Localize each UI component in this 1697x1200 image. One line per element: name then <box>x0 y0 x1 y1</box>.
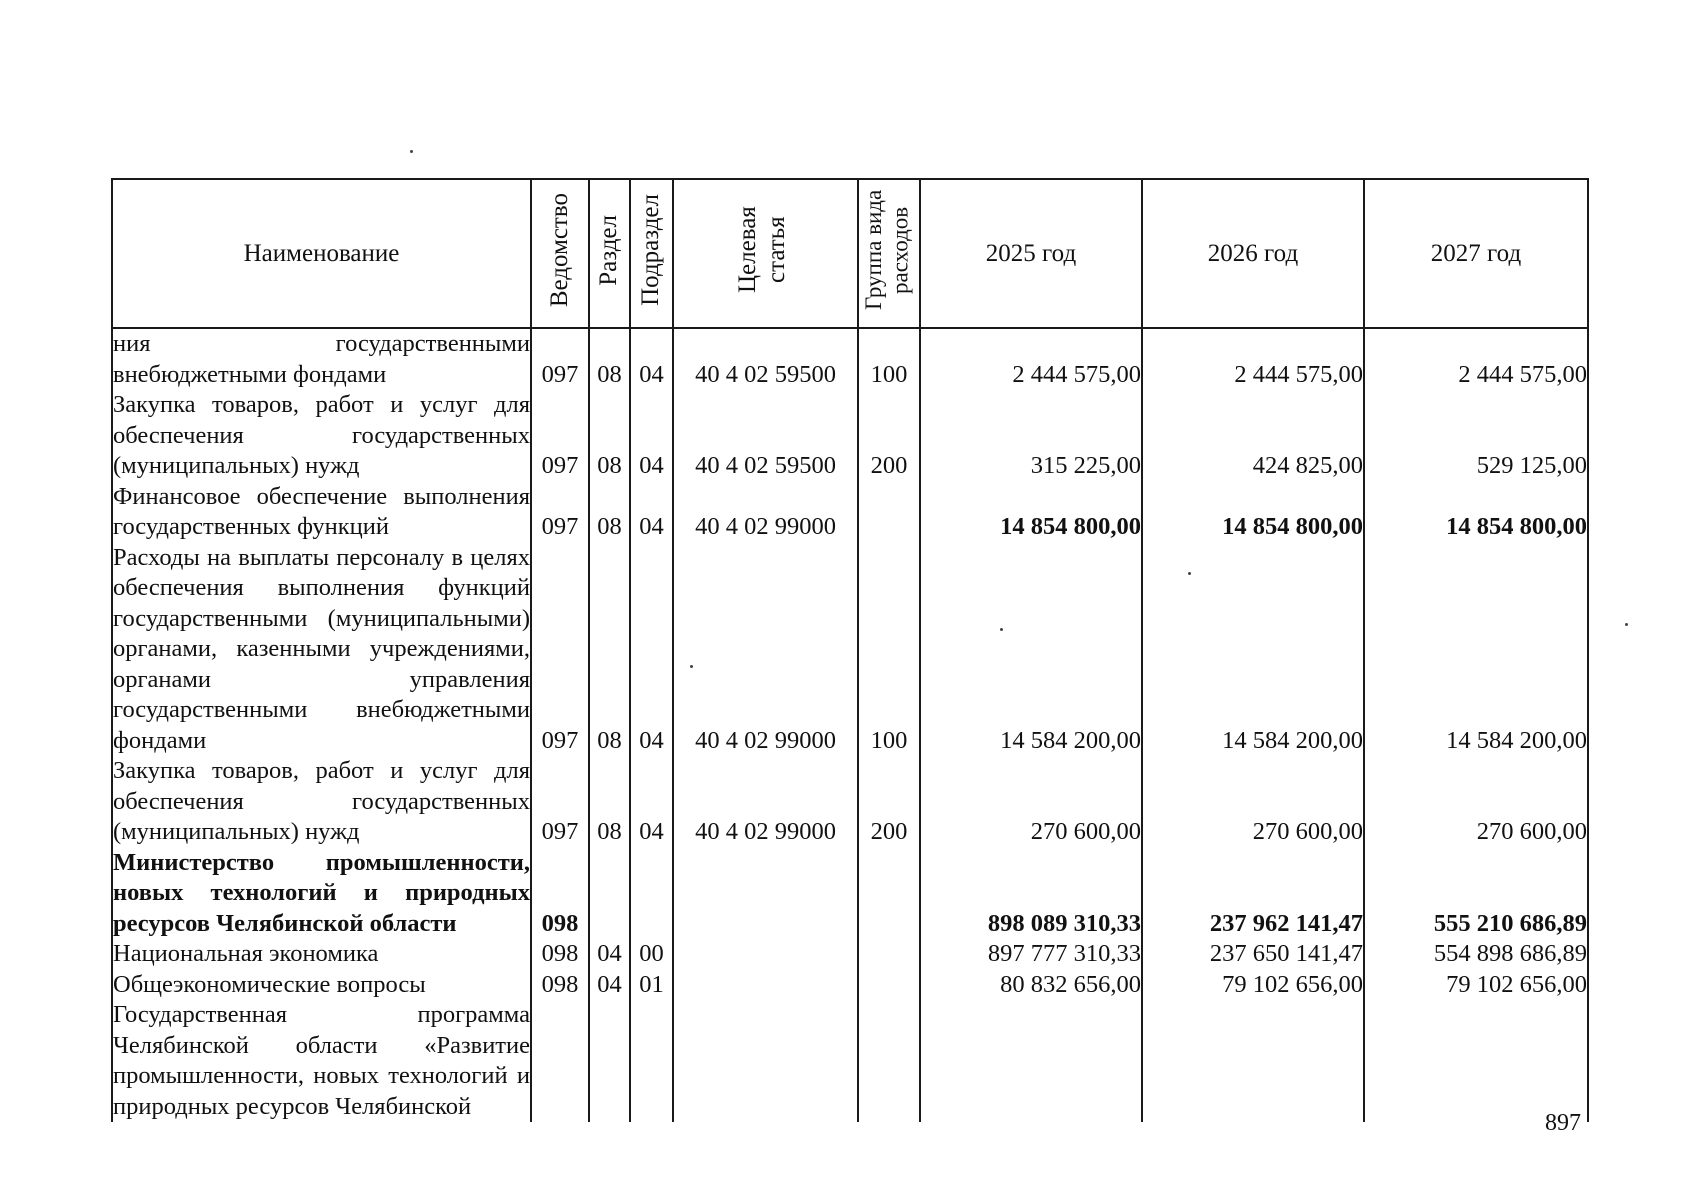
row-2026: 237 650 141,47 <box>1142 939 1364 970</box>
row-group <box>858 939 920 970</box>
row-2025: 898 089 310,33 <box>920 848 1142 940</box>
table-row <box>112 1000 1588 1122</box>
row-subsection: 01 <box>630 970 673 1001</box>
row-target: 40 4 02 59500 <box>673 390 858 482</box>
row-name: Расходы на выплаты персоналу в целях обеспечения выполнения функций государственными (муниципальными) органами, казенными учреждениями, органами управления государственными внебюджетными фондами <box>112 543 531 757</box>
header-target-article: Целевая статья <box>733 206 790 294</box>
row-group: 100 <box>858 328 920 390</box>
row-subsection <box>630 1000 673 1122</box>
header-2026: 2026 год <box>1142 179 1364 328</box>
row-2027: 2 444 575,00 <box>1364 328 1588 390</box>
row-2025: 270 600,00 <box>920 756 1142 848</box>
row-section <box>589 848 630 940</box>
scan-speck <box>1625 623 1628 626</box>
header-department: Ведомство <box>545 192 573 308</box>
row-department: 098 <box>531 970 589 1001</box>
row-department: 097 <box>531 482 589 543</box>
row-name: Общеэкономические вопросы <box>112 970 531 1001</box>
row-subsection: 04 <box>630 756 673 848</box>
budget-table <box>111 178 1589 1122</box>
row-subsection: 04 <box>630 390 673 482</box>
row-name: Финансовое обеспечение выполнения государственных функций <box>112 482 531 543</box>
table-row <box>112 756 1588 848</box>
row-name: Национальная экономика <box>112 939 531 970</box>
row-section: 04 <box>589 970 630 1001</box>
row-section: 08 <box>589 482 630 543</box>
row-subsection: 04 <box>630 482 673 543</box>
row-name: ния государственными внебюджетными фондами <box>112 328 531 390</box>
row-2026: 270 600,00 <box>1142 756 1364 848</box>
table-row <box>112 939 1588 970</box>
row-2027: 529 125,00 <box>1364 390 1588 482</box>
header-subsection: Подраздел <box>637 194 665 306</box>
row-name: Государственная программа Челябинской области «Развитие промышленности, новых технологий и природных ресурсов Челябинской <box>112 1000 531 1122</box>
row-name: Закупка товаров, работ и услуг для обеспечения государственных (муниципальных) нужд <box>112 390 531 482</box>
row-2027: 554 898 686,89 <box>1364 939 1588 970</box>
row-target: 40 4 02 99000 <box>673 482 858 543</box>
row-2025: 315 225,00 <box>920 390 1142 482</box>
scan-speck <box>410 150 413 153</box>
row-2025: 80 832 656,00 <box>920 970 1142 1001</box>
row-section: 08 <box>589 756 630 848</box>
row-2026: 14 854 800,00 <box>1142 482 1364 543</box>
row-target: 40 4 02 99000 <box>673 756 858 848</box>
row-subsection <box>630 848 673 940</box>
row-2027: 555 210 686,89 <box>1364 848 1588 940</box>
row-group: 100 <box>858 543 920 757</box>
row-group <box>858 482 920 543</box>
row-target <box>673 970 858 1001</box>
row-target <box>673 1000 858 1122</box>
row-department: 097 <box>531 390 589 482</box>
header-expense-group: Группа вида расходов <box>861 189 913 311</box>
row-section: 08 <box>589 543 630 757</box>
row-target <box>673 848 858 940</box>
row-subsection: 04 <box>630 543 673 757</box>
row-2026 <box>1142 1000 1364 1122</box>
header-2027: 2027 год <box>1364 179 1588 328</box>
row-2027: 79 102 656,00 <box>1364 970 1588 1001</box>
row-group: 200 <box>858 756 920 848</box>
table-row <box>112 848 1588 940</box>
row-department: 097 <box>531 756 589 848</box>
table-row <box>112 328 1588 390</box>
table-row <box>112 543 1588 757</box>
row-2027: 14 584 200,00 <box>1364 543 1588 757</box>
row-group <box>858 1000 920 1122</box>
header-row <box>112 179 1588 328</box>
row-group <box>858 970 920 1001</box>
table-row <box>112 390 1588 482</box>
row-section <box>589 1000 630 1122</box>
row-section: 04 <box>589 939 630 970</box>
row-2025 <box>920 1000 1142 1122</box>
row-2026: 79 102 656,00 <box>1142 970 1364 1001</box>
row-2025: 2 444 575,00 <box>920 328 1142 390</box>
row-2025: 14 584 200,00 <box>920 543 1142 757</box>
table-row <box>112 970 1588 1001</box>
row-2026: 237 962 141,47 <box>1142 848 1364 940</box>
row-2026: 14 584 200,00 <box>1142 543 1364 757</box>
header-name: Наименование <box>112 179 531 328</box>
row-department: 098 <box>531 939 589 970</box>
row-2027 <box>1364 1000 1588 1122</box>
row-department <box>531 1000 589 1122</box>
row-subsection: 04 <box>630 328 673 390</box>
row-section: 08 <box>589 328 630 390</box>
row-group: 200 <box>858 390 920 482</box>
row-department: 097 <box>531 543 589 757</box>
row-group <box>858 848 920 940</box>
row-target <box>673 939 858 970</box>
row-department: 097 <box>531 328 589 390</box>
row-2027: 270 600,00 <box>1364 756 1588 848</box>
row-2026: 2 444 575,00 <box>1142 328 1364 390</box>
header-2025: 2025 год <box>920 179 1142 328</box>
row-subsection: 00 <box>630 939 673 970</box>
row-name: Министерство промышленности, новых технологий и природных ресурсов Челябинской области <box>112 848 531 940</box>
table-row <box>112 482 1588 543</box>
row-name: Закупка товаров, работ и услуг для обеспечения государственных (муниципальных) нужд <box>112 756 531 848</box>
header-section: Раздел <box>595 214 623 286</box>
row-target: 40 4 02 99000 <box>673 543 858 757</box>
row-2025: 14 854 800,00 <box>920 482 1142 543</box>
row-target: 40 4 02 59500 <box>673 328 858 390</box>
row-section: 08 <box>589 390 630 482</box>
scan-speck <box>1000 628 1003 631</box>
scan-speck <box>690 665 693 668</box>
row-2026: 424 825,00 <box>1142 390 1364 482</box>
page-number: 897 <box>1545 1110 1581 1136</box>
row-2025: 897 777 310,33 <box>920 939 1142 970</box>
scan-speck <box>1188 572 1191 575</box>
row-department: 098 <box>531 848 589 940</box>
row-2027: 14 854 800,00 <box>1364 482 1588 543</box>
